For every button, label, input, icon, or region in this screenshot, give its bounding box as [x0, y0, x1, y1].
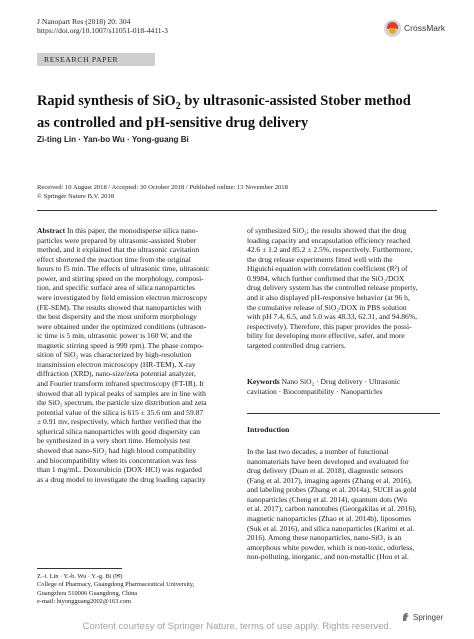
- abstract-line: showed that nano-SiO₂ had high blood compatibility: [37, 445, 197, 455]
- abstract-line: bility for developing more effective, safer, and more: [247, 331, 405, 341]
- abstract-line: than 1 mg/mL. Doxorubicin (DOX·HCl) was regarded: [37, 465, 202, 475]
- article-title: Rapid synthesis of SiO$_2$ by ultrasonic-assisted Stober method as controlled and pH-sensitive drug delivery: [37, 93, 411, 131]
- abstract-line: loading capacity and encapsulation efficiency reached: [247, 235, 411, 245]
- abstract-line: targeted controlled drug carriers.: [247, 340, 346, 350]
- abstract-label: Abstract: [37, 226, 66, 235]
- abstract-line: transmission electron microscopy (HR-TEM), X-ray: [37, 359, 196, 369]
- affiliation-institution: College of Pharmacy, Guangdong Pharmaceutical University,: [37, 581, 195, 589]
- section-heading: Introduction: [247, 425, 290, 434]
- abstract-line: 0.9984, which further confirmed that the SiO₂/DOX: [247, 273, 405, 283]
- divider: [37, 210, 437, 211]
- abstract-line: and biocompatibility when its concentration was less: [37, 455, 197, 465]
- abstract-line: power, and stirring speed on the morphology, composi-: [37, 273, 204, 283]
- intro-line: non-polluting, inorganic, and non-metallic (Hou et al.: [247, 552, 409, 562]
- keywords-line: Nano SiO₂ · Drug delivery · Ultrasonic: [281, 377, 401, 386]
- dates-line: Received: 10 August 2018 / Accepted: 30 October 2018 / Published online: 13 November 2018: [37, 184, 288, 191]
- journal-header: [37, 17, 168, 35]
- abstract-line: drug delivery system has the controlled release property,: [247, 283, 418, 293]
- crossmark-label: CrossMark: [404, 23, 446, 33]
- divider: [247, 413, 440, 414]
- author-list: Zi-ting Lin · Yan-bo Wu · Yong-guang Bi: [37, 135, 189, 144]
- footer-notice: Content courtesy of Springer Nature, terms of use apply. Rights reserved.: [82, 621, 392, 632]
- footnote-rule: [37, 568, 122, 569]
- affiliation-authors: Z.-t. Lin · Y.-b. Wu · Y.-g. Bi (✉): [37, 573, 123, 580]
- abstract-left-column: [37, 226, 230, 484]
- intro-line: et al. 2017), carbon nanotubes (Georgakilas et al. 2016),: [247, 504, 417, 514]
- abstract-line: sition of SiO₂ was characterized by high-resolution: [37, 350, 192, 360]
- abstract-right-column: [247, 226, 440, 350]
- abstract-line: spherical silica nanoparticles with good dispersity can: [37, 426, 201, 436]
- abstract-line: the SiO₂ spectrum, the particle size distribution and zeta: [37, 398, 207, 408]
- abstract-line: particles were prepared by ultrasonic-assisted Stober: [37, 235, 197, 245]
- abstract-line: the cumulative release of SiO₂/DOX in PBS solution: [247, 302, 407, 312]
- abstract-line: ic time is 5 min, ultrasonic power is 160 W, and the: [37, 331, 193, 341]
- journal-citation: J Nanopart Res (2018) 20: 304: [37, 17, 131, 26]
- author-affiliation: [37, 573, 194, 606]
- abstract-line: Abstract In this paper, the monodisperse silica nano-: [37, 226, 199, 235]
- affiliation-address: Guangzhou 510006 Guangdong, China: [37, 589, 138, 597]
- publication-dates: [37, 184, 288, 201]
- abstract-line: diffraction (XRD), nano-size/zeta potential analyzer,: [37, 369, 196, 379]
- intro-line: (Fang et al. 2017), imaging agents (Zhang et al. 2016),: [247, 475, 412, 485]
- abstract-line: the drug release experiments fitted well with the: [247, 254, 393, 264]
- abstract-line: and it also displayed pH-responsive behavior (at 96 h,: [247, 292, 410, 302]
- intro-line: magnetic nanoparticles (Zhao et al. 2014b), liposomes: [247, 513, 411, 523]
- abstract-line: Higuichi equation with correlation coefficient (R²) of: [247, 264, 408, 274]
- keywords-label: Keywords: [247, 377, 280, 386]
- abstract-line: be synthesized in a very short time. Hemolysis test: [37, 436, 191, 446]
- abstract-line: magnetic stirring speed is 999 rpm). The phase compo-: [37, 340, 204, 350]
- keywords-line: cavitation · Biocompatibility · Nanoparticles: [247, 386, 383, 396]
- abstract-line: showed that all typical peaks of samples are in line with: [37, 388, 206, 398]
- intro-line: In the last two decades, a number of functional: [247, 447, 389, 456]
- abstract-line: of synthesized SiO₂; the results showed that the drug: [247, 226, 407, 235]
- intro-line: (Suk et al. 2016), and silica nanoparticles (Karimi et al.: [247, 523, 415, 533]
- intro-line: nanomaterials have been developed and evaluated for: [247, 456, 409, 466]
- springer-wordmark: Springer: [413, 612, 444, 622]
- intro-line: drug delivery (Duan et al. 2018), diagnostic sensors: [247, 466, 404, 476]
- intro-line: 2016). Among these nanoparticles, nano-SiO₂ is an: [247, 533, 402, 543]
- abstract-line: 42.6 ± 1.2 and 85.2 ± 2.5%, respectively. Furthermore,: [247, 245, 413, 255]
- intro-line: nanoparticles (Cheng et al. 2014), quantum dots (Wu: [247, 494, 408, 504]
- copyright-line: © Springer Nature B.V. 2018: [37, 192, 115, 200]
- abstract-line: effect shortened the reaction time from the original: [37, 254, 191, 264]
- abstract-line: were investigated by field emission electron microscopy: [37, 292, 208, 302]
- affiliation-email[interactable]: e-mail: biyongguang2002@163.com: [37, 597, 131, 605]
- abstract-line: ± 0.91 mv, respectively, which further verified that the: [37, 417, 202, 427]
- abstract-line: (FE-SEM). The results showed that nanoparticles with: [37, 302, 202, 312]
- section-label: RESEARCH PAPER: [44, 55, 119, 64]
- abstract-line: respectively). Therefore, this paper provides the possi-: [247, 321, 412, 331]
- abstract-line: tion, and specific surface area of silica nanoparticles: [37, 283, 195, 293]
- crossmark-button[interactable]: [384, 18, 448, 38]
- keywords: [247, 377, 440, 396]
- abstract-line: method, and it explained that the ultrasonic cavitation: [37, 245, 200, 255]
- abstract-line: potential value of the silica is 615 ± 35.6 nm and 59.87: [37, 407, 204, 417]
- abstract-line: and Fourier transform infrared spectroscopy (FT-IR). It: [37, 379, 204, 388]
- introduction-text: [247, 447, 440, 562]
- abstract-line: the best dispersity and the most uniform morphology: [37, 312, 197, 322]
- abstract-line: with pH 7.4, 6.5, and 5.0 was 48.33, 62.31, and 94.86%,: [247, 312, 418, 322]
- intro-line: and labeling probes (Zhang et al. 2014a), SUCH as gold: [247, 485, 417, 495]
- doi-link[interactable]: https://doi.org/10.1007/s11051-018-4411-3: [37, 26, 168, 35]
- intro-line: amorphous white powder, which is non-toxic, odorless,: [247, 542, 415, 552]
- abstract-line: as a drug model to investigate the drug loading capacity: [37, 474, 206, 484]
- crossmark-icon: [384, 20, 401, 37]
- abstract-line: hours to f5 min. The effects of ultrasonic time, ultrasonic: [37, 264, 210, 274]
- abstract-line: were obtained under the optimized conditions (ultrason-: [37, 321, 207, 331]
